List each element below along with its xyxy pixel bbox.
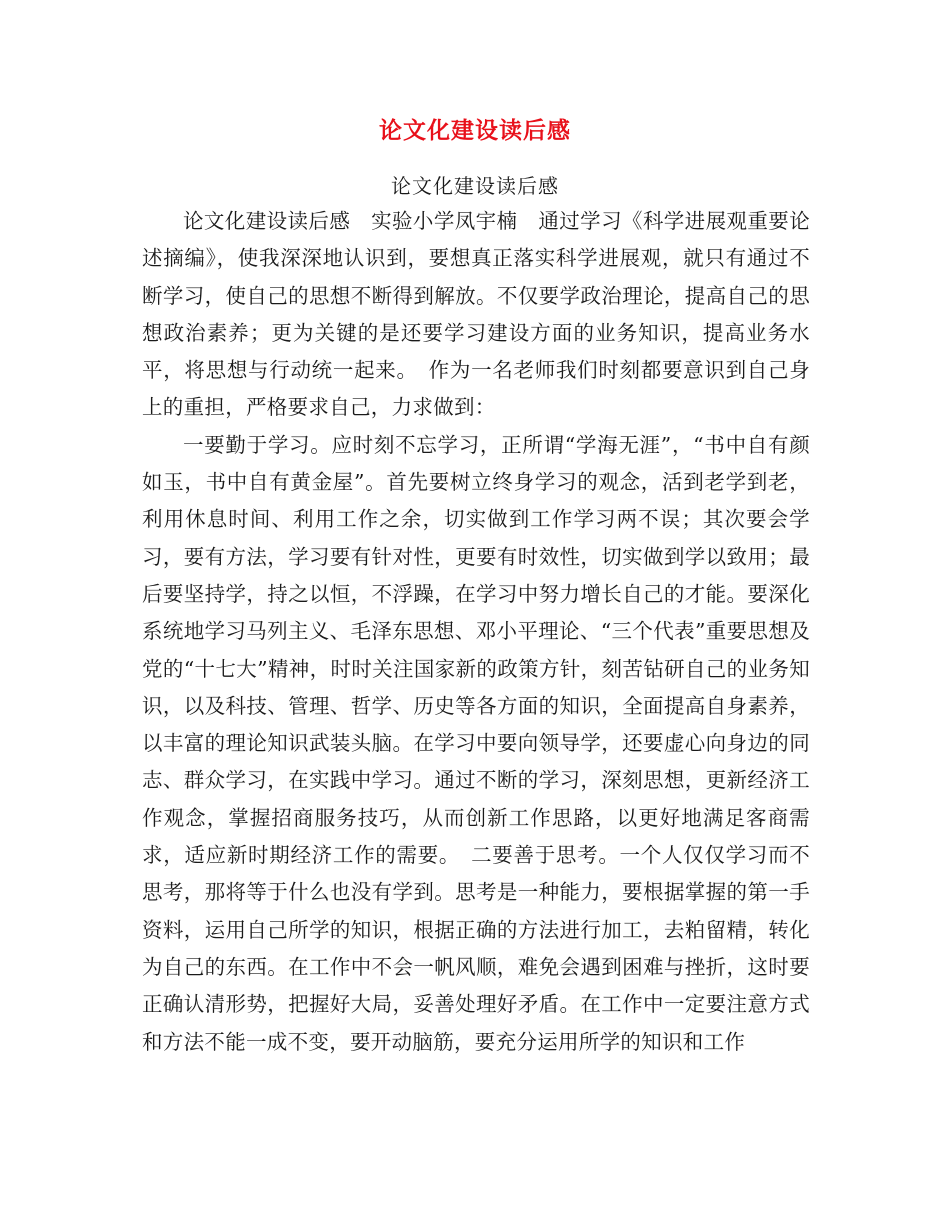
paragraph: 一要勤于学习。应时刻不忘学习，正所谓“学海无涯”，“书中自有颜如玉，书中自有黄金屋”。首先要树立终身学习的观念，活到老学到老，利用休息时间、利用工作之余，切实做到工作学习两不误；其次要会学习，要有方法，学习要有针对性，更要有时效性，切实做到学以致用；最后要坚持学，持之以恒，不浮躁，在学习中努力增长自己的才能。要深化系统地学习马列主义、毛泽东思想、邓小平理论、“三个代表”重要思想及党的“十七大”精神，时时关注国家新的政策方针，刻苦钻研自己的业务知识，以及科技、管理、哲学、历史等各方面的知识，全面提高自身素养，以丰富的理论知识武装头脑。在学习中要向领导学，还要虚心向身边的同志、群众学习，在实践中学习。通过不断的学习，深刻思想，更新经济工作观念，掌握招商服务技巧，从而创新工作思路，以更好地满足客商需求，适应新时期经济工作的需要。 二要善于思考。一个人仅仅学习而不思考，那将等于什么也没有学到。思考是一种能力，要根据掌握的第一手资料，运用自己所学的知识，根据正确的方法进行加工，去粕留精，转化为自己的东西。在工作中不会一帆风顺，难免会遇到困难与挫折，这时要正确认清形势，把握好大局，妥善处理好矛盾。在工作中一定要注意方式和方法不能一成不变，要开动脑筋，要充分运用所学的知识和工作 <box>142 432 810 1054</box>
document-subtitle: 论文化建设读后感 <box>391 174 559 198</box>
document-body <box>142 203 810 1061</box>
document-title: 论文化建设读后感 <box>379 118 571 144</box>
paragraph: 论文化建设读后感 实验小学凤宇楠 通过学习《科学进展观重要论述摘编》，使我深深地认识到，要想真正落实科学进展观，就只有通过不断学习，使自己的思想不断得到解放。不仅要学政治理论，提高自己的思想政治素养；更为关键的是还要学习建设方面的业务知识，提高业务水平，将思想与行动统一起来。 作为一名老师我们时刻都要意识到自己身上的重担，严格要求自己，力求做到： <box>142 209 810 420</box>
